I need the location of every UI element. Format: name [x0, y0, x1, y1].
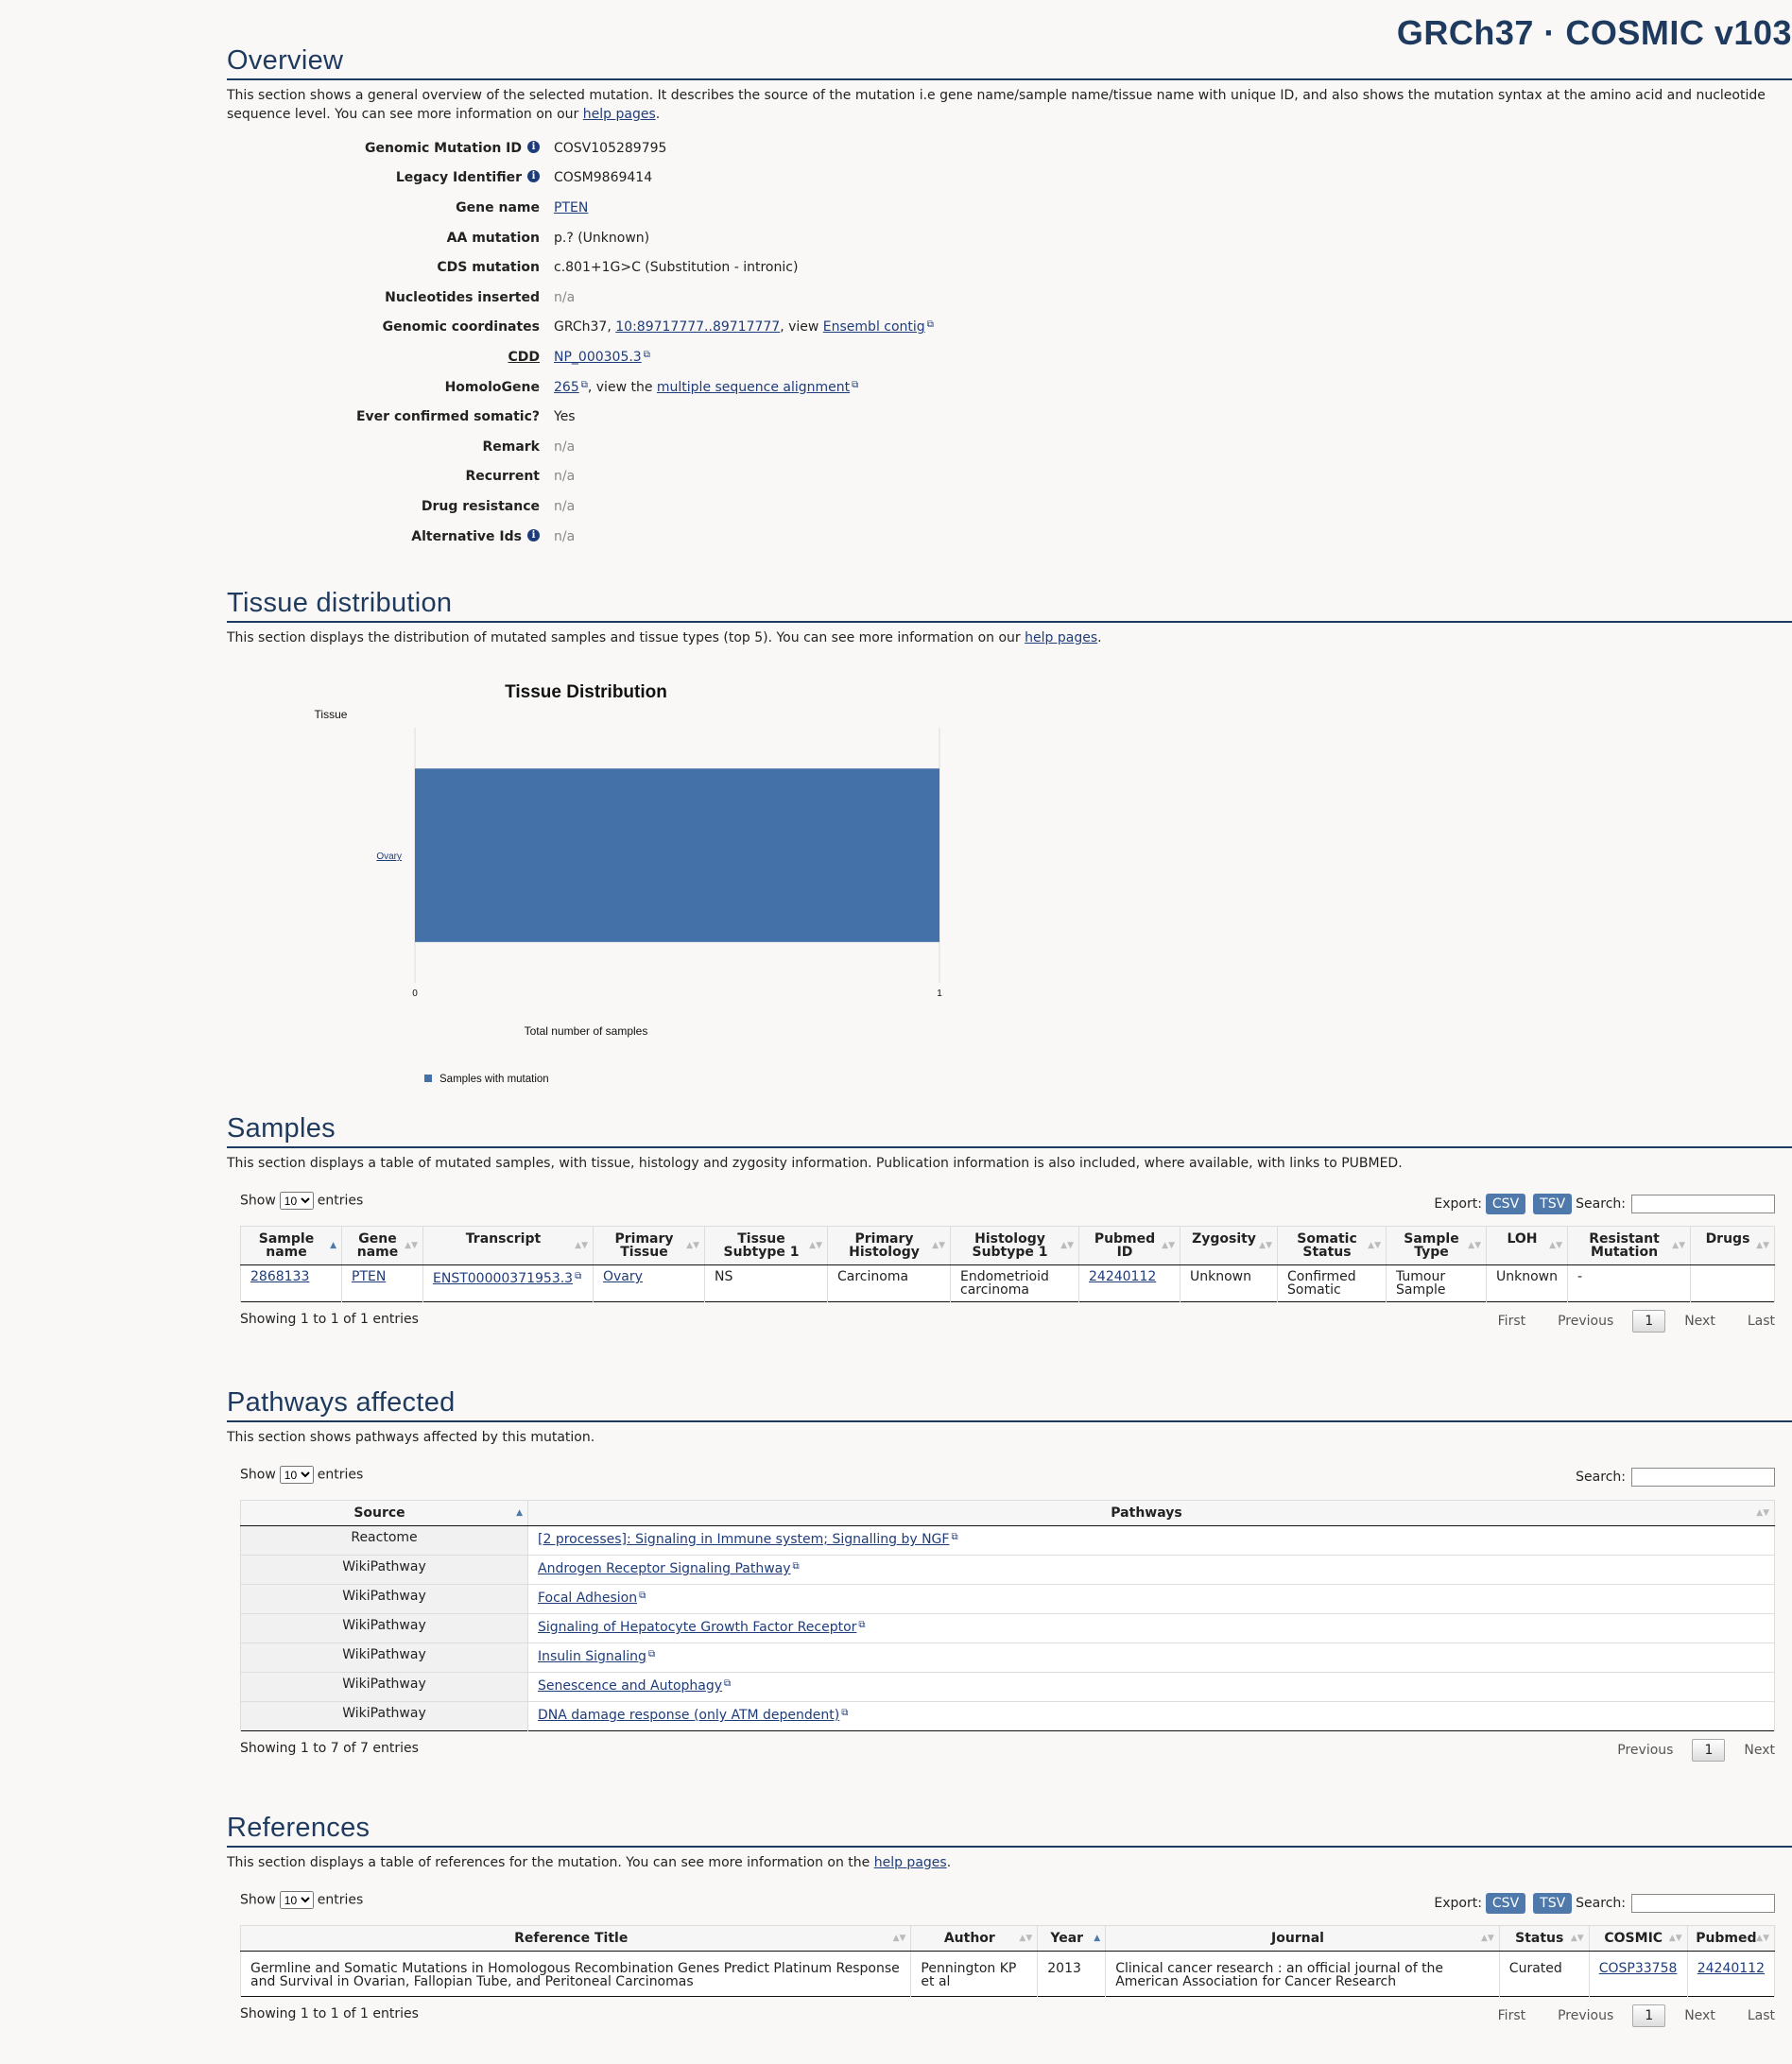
- row-genomic-mutation-id: Genomic Mutation ID i COSV105289795: [365, 140, 667, 156]
- pathway-link[interactable]: [2 processes]: Signaling in Immune system; Signalling by NGF: [538, 1532, 950, 1547]
- pathway-link[interactable]: Insulin Signaling: [538, 1649, 646, 1664]
- x-tick-label: 0: [412, 989, 418, 999]
- col-status[interactable]: Status ▲▼: [1499, 1926, 1589, 1952]
- table-row: [241, 1585, 1775, 1614]
- page-size-control: Show 10 entries: [240, 1192, 363, 1210]
- external-link-icon: ⧉: [643, 349, 650, 360]
- row-gene-name: Gene name PTEN: [456, 199, 589, 215]
- pathway-source: WikiPathway: [241, 1643, 528, 1673]
- ever-confirmed-value: Yes: [554, 409, 576, 425]
- row-drug-resistance: Drug resistance n/a: [421, 498, 576, 514]
- row-cdd: CDD NP_000305.3 ⧉: [508, 349, 650, 365]
- pagination: [1466, 1310, 1775, 1333]
- search-label: Search:: [1576, 1196, 1626, 1212]
- samples-table: [240, 1226, 1775, 1302]
- remark-value: n/a: [554, 439, 576, 455]
- pathways-heading: Pathways affected: [227, 1387, 1792, 1422]
- external-link-icon: ⧉: [852, 379, 859, 390]
- mutation-details: [227, 133, 1792, 551]
- external-link-icon: ⧉: [841, 1708, 849, 1718]
- row-alternative-ids: Alternative Ids i n/a: [411, 528, 576, 544]
- col-reference-title[interactable]: Reference Title ▲▼: [241, 1926, 911, 1952]
- pathway-source: WikiPathway: [241, 1673, 528, 1702]
- pagination: [1585, 1739, 1775, 1762]
- page-size-select[interactable]: [280, 1466, 314, 1484]
- col-pubmed[interactable]: Pubmed ▲▼: [1687, 1926, 1774, 1952]
- table-row: [241, 1643, 1775, 1673]
- table-row: Germline and Somatic Mutations in Homologous Recombination Genes Predict Platinum Response and Survival in Ovarian, Fallopian Tube, and Peritoneal Carcinomas Pennington KP et al 2013 Clinical cancer research : an official journal of the American Association for Cancer Research Curated COSP33758 24240112: [241, 1952, 1775, 1997]
- last-page-button[interactable]: Last: [1747, 2008, 1775, 2023]
- col-zygosity[interactable]: Zygosity ▲▼: [1180, 1227, 1278, 1265]
- info-icon[interactable]: i: [527, 170, 540, 182]
- col-pubmed-id[interactable]: Pubmed ID ▲▼: [1079, 1227, 1180, 1265]
- page-size-select[interactable]: [280, 1891, 314, 1909]
- pubmed-link[interactable]: 24240112: [1089, 1269, 1157, 1284]
- references-description: This section displays a table of references for the mutation. You can see more information on the help pages.: [227, 1855, 952, 1870]
- table-row: 2868133 PTEN ENST00000371953.3 ⧉ Ovary NS Carcinoma Endometrioid carcinoma 24240112 Unknown Confirmed Somatic Tumour Sample Unknown -: [241, 1265, 1775, 1302]
- tissue-chart: [227, 647, 1792, 1101]
- chart-x-axis-label: Total number of samples: [524, 1024, 648, 1038]
- page-title: GRCh37 · COSMIC v103: [1396, 13, 1792, 52]
- page-size-control: Show 10 entries: [240, 1891, 363, 1909]
- external-link-icon: ⧉: [639, 1591, 646, 1601]
- pathways-table: [240, 1500, 1775, 1731]
- references-section: [227, 1813, 1792, 2038]
- table-row: [241, 1526, 1775, 1556]
- tissue-description: This section displays the distribution of mutated samples and tissue types (top 5). You can see more information on our help pages.: [227, 630, 1102, 645]
- chart-title: Tissue Distribution: [505, 682, 667, 702]
- overview-description: This section shows a general overview of the selected mutation. It describes the source of the mutation i.e gene name/sample name/tissue name with unique ID, and also shows the mutation syntax at the amino acid and nucleotide sequence level. You can see more information on our help pages.: [227, 88, 1766, 122]
- export-label: Export:: [1434, 1196, 1482, 1212]
- page-size-select[interactable]: [280, 1192, 314, 1210]
- col-source[interactable]: Source ▲: [241, 1501, 528, 1526]
- export-tsv-button[interactable]: TSV: [1533, 1194, 1572, 1214]
- export-csv-button[interactable]: CSV: [1486, 1893, 1525, 1914]
- cds-mutation-value: c.801+1G>C (Substitution - intronic): [554, 260, 799, 276]
- export-tsv-button[interactable]: TSV: [1533, 1893, 1572, 1914]
- samples-heading: Samples: [227, 1113, 1792, 1148]
- col-resistant-mutation[interactable]: Resistant Mutation ▲▼: [1568, 1227, 1691, 1265]
- row-legacy-identifier: Legacy Identifier i COSM9869414: [395, 170, 653, 186]
- pubmed-link[interactable]: 24240112: [1697, 1961, 1765, 1976]
- nucleotides-inserted-value: n/a: [554, 289, 576, 305]
- previous-page-button[interactable]: Previous: [1617, 1743, 1674, 1758]
- col-transcript[interactable]: Transcript ▲▼: [423, 1227, 594, 1265]
- transcript-link[interactable]: ENST00000371953.3: [433, 1271, 574, 1286]
- ensembl-contig-link[interactable]: Ensembl contig: [822, 319, 925, 335]
- col-journal[interactable]: Journal ▲▼: [1106, 1926, 1500, 1952]
- aa-mutation-value: p.? (Unknown): [554, 230, 650, 246]
- gene-link[interactable]: PTEN: [352, 1269, 387, 1284]
- previous-page-button[interactable]: Previous: [1558, 1314, 1614, 1329]
- tissue-heading: Tissue distribution: [227, 588, 1792, 623]
- col-histology-subtype[interactable]: Histology Subtype 1 ▲▼: [951, 1227, 1079, 1265]
- external-link-icon: ⧉: [858, 1620, 866, 1630]
- col-cosmic[interactable]: COSMIC ▲▼: [1589, 1926, 1687, 1952]
- sample-link[interactable]: 2868133: [250, 1269, 310, 1284]
- pathways-search-input[interactable]: [1631, 1468, 1775, 1487]
- col-author[interactable]: Author ▲▼: [911, 1926, 1038, 1952]
- external-link-icon: ⧉: [951, 1532, 958, 1542]
- col-somatic-status[interactable]: Somatic Status ▲▼: [1278, 1227, 1387, 1265]
- page-size-control: Show 10 entries: [240, 1466, 363, 1484]
- external-link-icon: ⧉: [575, 1271, 582, 1281]
- col-primary-histology[interactable]: Primary Histology ▲▼: [828, 1227, 951, 1265]
- row-ever-confirmed: Ever confirmed somatic? Yes: [355, 409, 576, 425]
- external-link-icon: ⧉: [580, 379, 588, 390]
- col-sample-name[interactable]: Sample name ▲: [241, 1227, 342, 1265]
- drug-resistance-value: n/a: [554, 498, 576, 514]
- references-heading: References: [227, 1813, 1792, 1848]
- sequence-alignment-link[interactable]: multiple sequence alignment: [656, 379, 851, 395]
- col-pathways[interactable]: Pathways ▲▼: [528, 1501, 1775, 1526]
- first-page-button[interactable]: First: [1497, 2008, 1526, 2023]
- next-page-button[interactable]: Next: [1684, 1314, 1715, 1329]
- table-info: Showing 1 to 1 of 1 entries: [240, 2006, 419, 2021]
- row-aa-mutation: AA mutation p.? (Unknown): [446, 230, 650, 246]
- external-link-icon: ⧉: [926, 319, 934, 331]
- cosmic-ref-link[interactable]: COSP33758: [1598, 1961, 1678, 1976]
- table-row: [241, 1702, 1775, 1731]
- pathway-source: Reactome: [241, 1526, 528, 1556]
- help-pages-link[interactable]: help pages: [1025, 630, 1098, 645]
- search-label: Search:: [1576, 1896, 1626, 1911]
- row-remark: Remark n/a: [482, 439, 576, 455]
- tissue-chart-svg: [227, 647, 983, 1101]
- cdd-link[interactable]: NP_000305.3: [554, 349, 642, 365]
- info-icon[interactable]: i: [527, 529, 540, 542]
- export-csv-button[interactable]: CSV: [1486, 1194, 1525, 1214]
- current-page-button[interactable]: 1: [1632, 2004, 1665, 2027]
- info-icon[interactable]: i: [527, 141, 540, 153]
- genomic-mutation-id-value: COSV105289795: [554, 140, 667, 156]
- first-page-button[interactable]: First: [1497, 1314, 1526, 1329]
- pathways-section: [227, 1387, 1792, 1773]
- tissue-link[interactable]: Ovary: [603, 1269, 643, 1284]
- current-page-button[interactable]: 1: [1692, 1739, 1725, 1762]
- legend-label: Samples with mutation: [439, 1074, 549, 1085]
- samples-section: [227, 1113, 1792, 1344]
- export-label: Export:: [1434, 1896, 1482, 1911]
- y-tick-label[interactable]: Ovary: [376, 851, 402, 862]
- alternative-ids-value: n/a: [554, 528, 576, 544]
- coordinates-link[interactable]: 10:89717777..89717777: [615, 319, 781, 335]
- row-nucleotides-inserted: Nucleotides inserted n/a: [385, 289, 576, 305]
- pathway-link[interactable]: Senescence and Autophagy: [538, 1678, 723, 1694]
- external-link-icon: ⧉: [792, 1561, 800, 1572]
- gene-name-link[interactable]: PTEN: [554, 199, 589, 215]
- chart-y-axis-label: Tissue: [314, 708, 348, 721]
- previous-page-button[interactable]: Previous: [1558, 2008, 1614, 2023]
- col-drugs[interactable]: Drugs ▲▼: [1691, 1227, 1775, 1265]
- col-loh[interactable]: LOH ▲▼: [1487, 1227, 1568, 1265]
- row-homologene: HomoloGene 265 ⧉, view the multiple sequence alignment ⧉: [444, 379, 859, 395]
- last-page-button[interactable]: Last: [1747, 1314, 1775, 1329]
- legend-swatch: [424, 1075, 432, 1082]
- pathway-source: WikiPathway: [241, 1702, 528, 1731]
- bar-ovary[interactable]: [415, 768, 939, 942]
- tissue-section: [227, 588, 1792, 1101]
- pathway-link[interactable]: Androgen Receptor Signaling Pathway: [538, 1561, 791, 1576]
- col-gene-name[interactable]: Gene name ▲▼: [342, 1227, 423, 1265]
- pagination: [1466, 2004, 1775, 2027]
- external-link-icon: ⧉: [724, 1678, 732, 1689]
- overview-heading: Overview: [227, 45, 1792, 80]
- col-tissue-subtype[interactable]: Tissue Subtype 1 ▲▼: [705, 1227, 828, 1265]
- references-search-input[interactable]: [1631, 1894, 1775, 1913]
- pathway-link[interactable]: Signaling of Hepatocyte Growth Factor Receptor: [538, 1620, 857, 1635]
- samples-search-input[interactable]: [1631, 1195, 1775, 1213]
- next-page-button[interactable]: Next: [1744, 1743, 1775, 1758]
- help-pages-link[interactable]: help pages: [873, 1855, 947, 1870]
- overview-section: [227, 45, 1792, 551]
- external-link-icon: ⧉: [647, 1649, 656, 1660]
- search-label: Search:: [1576, 1470, 1626, 1485]
- row-recurrent: Recurrent n/a: [465, 469, 576, 485]
- pathway-source: WikiPathway: [241, 1585, 528, 1614]
- table-info: Showing 1 to 1 of 1 entries: [240, 1312, 419, 1327]
- row-genomic-coordinates: Genomic coordinates GRCh37, 10:89717777..89717777, view Ensembl contig ⧉: [382, 319, 934, 335]
- col-sample-type[interactable]: Sample Type ▲▼: [1387, 1227, 1487, 1265]
- table-row: [241, 1556, 1775, 1585]
- pathway-link[interactable]: Focal Adhesion: [538, 1591, 638, 1606]
- table-info: Showing 1 to 7 of 7 entries: [240, 1741, 419, 1756]
- references-table: [240, 1925, 1775, 1997]
- pathway-link[interactable]: DNA damage response (only ATM dependent): [538, 1708, 840, 1723]
- legacy-identifier-value: COSM9869414: [554, 170, 653, 186]
- x-tick-label: 1: [937, 989, 942, 999]
- pathway-source: WikiPathway: [241, 1556, 528, 1585]
- help-pages-link[interactable]: help pages: [582, 107, 656, 122]
- col-primary-tissue[interactable]: Primary Tissue ▲▼: [594, 1227, 705, 1265]
- recurrent-value: n/a: [554, 469, 576, 485]
- table-row: [241, 1614, 1775, 1643]
- pathways-description: This section shows pathways affected by this mutation.: [227, 1430, 595, 1445]
- pathway-source: WikiPathway: [241, 1614, 528, 1643]
- samples-description: This section displays a table of mutated samples, with tissue, histology and zygosity information. Publication information is also included, where available, with links to PUBMED.: [227, 1156, 1403, 1171]
- table-row: [241, 1673, 1775, 1702]
- next-page-button[interactable]: Next: [1684, 2008, 1715, 2023]
- col-year[interactable]: Year ▲: [1038, 1926, 1106, 1952]
- homologene-link[interactable]: 265: [554, 379, 579, 395]
- row-cds-mutation: CDS mutation c.801+1G>C (Substitution - intronic): [437, 260, 799, 276]
- current-page-button[interactable]: 1: [1632, 1310, 1665, 1333]
